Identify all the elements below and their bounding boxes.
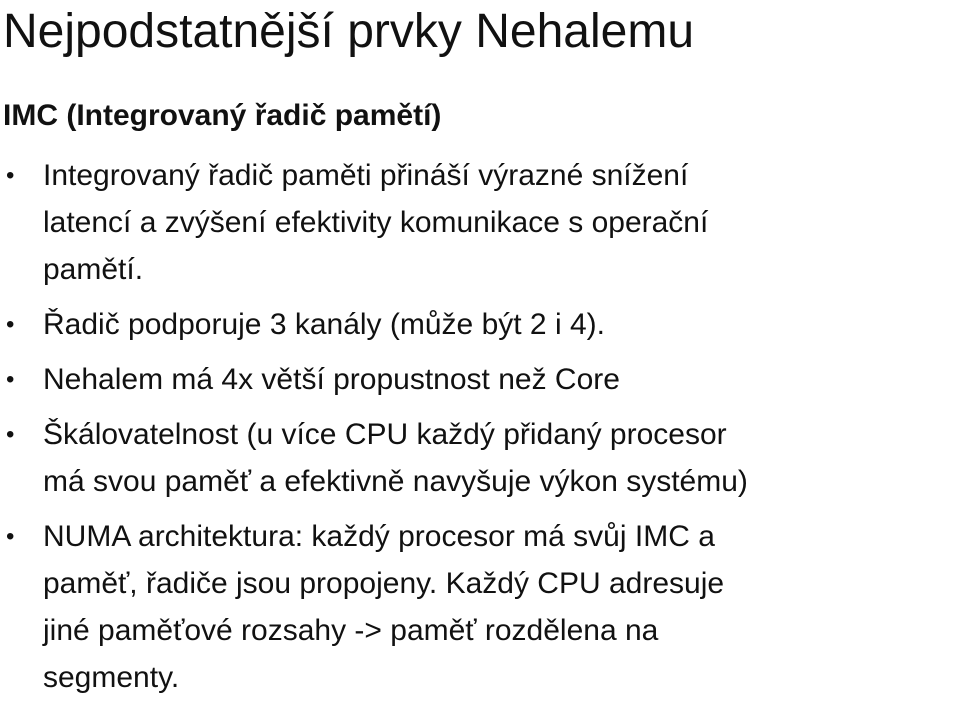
slide-title: Nejpodstatnější prvky Nehalemu [3, 5, 695, 58]
bullet-text-line: Nehalem má 4x větší propustnost než Core [43, 363, 620, 396]
bullet-item [0, 301, 960, 348]
bullet-text-line: Řadič podporuje 3 kanály (může být 2 i 4). [43, 308, 605, 341]
bullet-text-line: NUMA architektura: každý procesor má svůj IMC a [43, 520, 715, 553]
bullet-list [0, 152, 960, 709]
bullet-text-line: jiné paměťové rozsahy -> paměť rozdělena na [43, 614, 659, 647]
bullet-text-line: pamětí. [43, 253, 144, 286]
bullet-text-line: má svou paměť a efektivně navyšuje výkon systému) [43, 465, 748, 498]
bullet-dot-icon: • [6, 523, 15, 550]
bullet-item [0, 356, 960, 403]
bullet-item [0, 152, 960, 293]
bullet-item [0, 513, 960, 701]
bullet-text-line: segmenty. [43, 661, 180, 694]
bullet-text-line: latencí a zvýšení efektivity komunikace s operační [43, 206, 709, 239]
bullet-item [0, 411, 960, 505]
bullet-dot-icon: • [6, 366, 15, 393]
slide-subtitle: IMC (Integrovaný řadič pamětí) [3, 99, 442, 132]
bullet-dot-icon: • [6, 311, 15, 338]
bullet-text-line: paměť, řadiče jsou propojeny. Každý CPU adresuje [43, 567, 725, 600]
bullet-text-line: Integrovaný řadič paměti přináší výrazné snížení [43, 159, 689, 192]
bullet-text-line: Škálovatelnost (u více CPU každý přidaný procesor [43, 418, 727, 451]
bullet-dot-icon: • [6, 421, 15, 448]
bullet-dot-icon: • [6, 162, 15, 189]
